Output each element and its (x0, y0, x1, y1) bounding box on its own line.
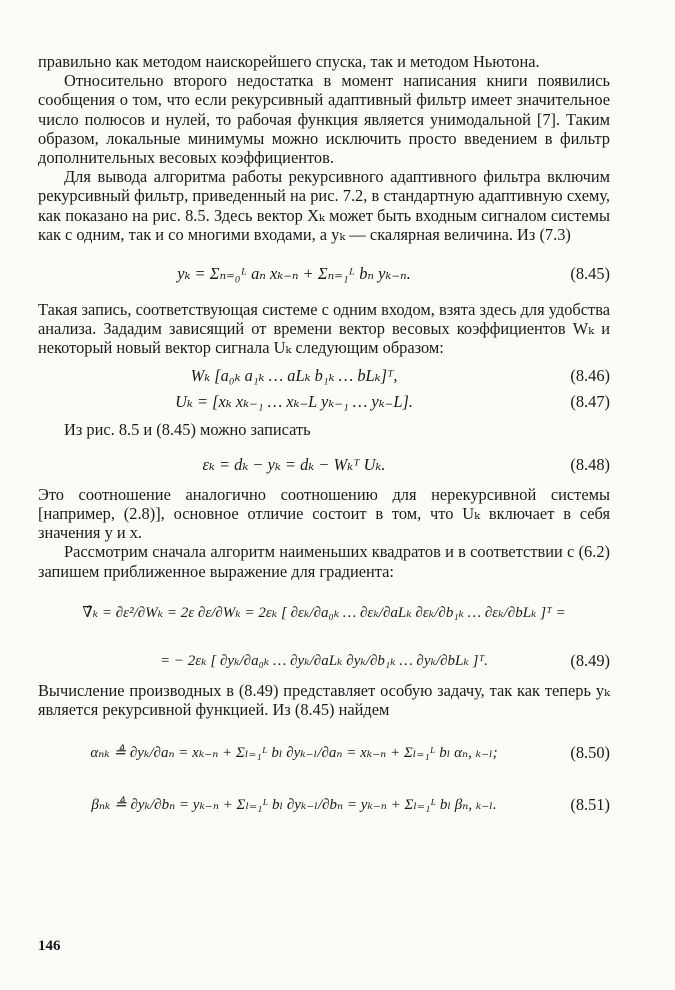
equation-8-47-number: (8.47) (570, 391, 610, 411)
equation-8-45-number: (8.45) (570, 264, 610, 284)
page-number: 146 (38, 938, 61, 954)
paragraph-6: Это соотношение аналогично соотношению для нерекурсивной системы [например, (2.8)], основное отличие состоит в том, что Uₖ включает в себя значения y и x. (38, 484, 610, 543)
equation-8-47-body: Uₖ = [xₖ xₖ₋₁ … xₖ₋L yₖ₋₁ … yₖ₋L]. (175, 391, 413, 411)
equation-8-48 (38, 439, 610, 485)
equation-8-46 (38, 358, 610, 388)
paragraph-1: правильно как методом наискорейшего спуска, так и методом Ньютона. (38, 52, 540, 71)
equation-8-49-line-2-body: = − 2εₖ [ ∂yₖ/∂a₀ₖ … ∂yₖ/∂aLₖ ∂yₖ/∂b₁ₖ … ∂yₖ/∂bLₖ ]ᵀ. (159, 652, 488, 669)
equation-8-46-body: Wₖ [a₀ₖ a₁ₖ … aLₖ b₁ₖ … bLₖ]ᵀ, (190, 365, 398, 385)
paragraph-7: Рассмотрим сначала алгоритм наименьших квадратов и в соответствии с (6.2) запишем приближенное выражение для градиента: (38, 542, 610, 581)
paragraph-3: Для вывода алгоритма работы рекурсивного адаптивного фильтра включим рекурсивный фильтр, приведенный на рис. 7.2, в стандартную адаптивную схему, как показано на рис. 8.5. Здесь вектор Xₖ может быть входным сигналом системы как с одним, так и со многими входами, а yₖ — скалярная величина. Из (7.3) (38, 167, 610, 244)
paragraph-4: Такая запись, соответствующая системе с одним входом, взята здесь для удобства анализа. Зададим зависящий от времени вектор весовых коэффициентов Wₖ и некоторый новый вектор сигнала Uₖ следующим образом: (38, 300, 610, 358)
equation-8-49-line-1 (38, 581, 610, 629)
page-body (38, 52, 610, 825)
equation-8-47 (38, 388, 610, 420)
equation-8-50 (38, 719, 610, 773)
equation-8-45 (38, 244, 610, 300)
equation-8-49-line-2 (38, 629, 610, 681)
equation-8-50-number: (8.50) (570, 743, 610, 763)
equation-8-51 (38, 773, 610, 825)
equation-8-48-number: (8.48) (570, 454, 610, 474)
equation-8-48-body: εₖ = dₖ − yₖ = dₖ − Wₖᵀ Uₖ. (202, 454, 386, 474)
equation-8-46-number: (8.46) (570, 365, 610, 385)
equation-8-49-number: (8.49) (570, 650, 610, 670)
equation-8-51-number: (8.51) (570, 795, 610, 815)
paragraph-2: Относительно второго недостатка в момент написания книги появились сообщения о том, что если рекурсивный адаптивный фильтр имеет значительное число полюсов и нулей, то рабочая функция является унимодальной [7]. Таким образом, локальные минимумы можно исключить просто введением в фильтр дополнительных весовых коэффициентов. (38, 71, 610, 168)
equation-8-51-body: βₙₖ ≜ ∂yₖ/∂bₙ = yₖ₋ₙ + Σₗ₌₁ᴸ bₗ ∂yₖ₋ₗ/∂bₙ = yₖ₋ₙ + Σₗ₌₁ᴸ bₗ βₙ, ₖ₋ₗ. (91, 797, 497, 814)
equation-8-45-body: yₖ = Σₙ₌₀ᴸ aₙ xₖ₋ₙ + Σₙ₌₁ᴸ bₙ yₖ₋ₙ. (177, 264, 411, 284)
paragraph-5: Из рис. 8.5 и (8.45) можно записать (64, 419, 311, 439)
paragraph-8: Вычисление производных в (8.49) представляет особую задачу, так как теперь yₖ является рекурсивной функцией. Из (8.45) найдем (38, 680, 610, 720)
equation-8-49-line-1-body: ∇̂ₖ = ∂ε²/∂Wₖ = 2ε ∂ε/∂Wₖ = 2εₖ [ ∂εₖ/∂a₀ₖ … ∂εₖ/∂aLₖ ∂εₖ/∂b₁ₖ … ∂εₖ/∂bLₖ ]ᵀ = (82, 604, 566, 621)
equation-8-50-body: αₙₖ ≜ ∂yₖ/∂aₙ = xₖ₋ₙ + Σₗ₌₁ᴸ bₗ ∂yₖ₋ₗ/∂aₙ = xₖ₋ₙ + Σₗ₌₁ᴸ bₗ αₙ, ₖ₋ₗ; (90, 745, 498, 762)
